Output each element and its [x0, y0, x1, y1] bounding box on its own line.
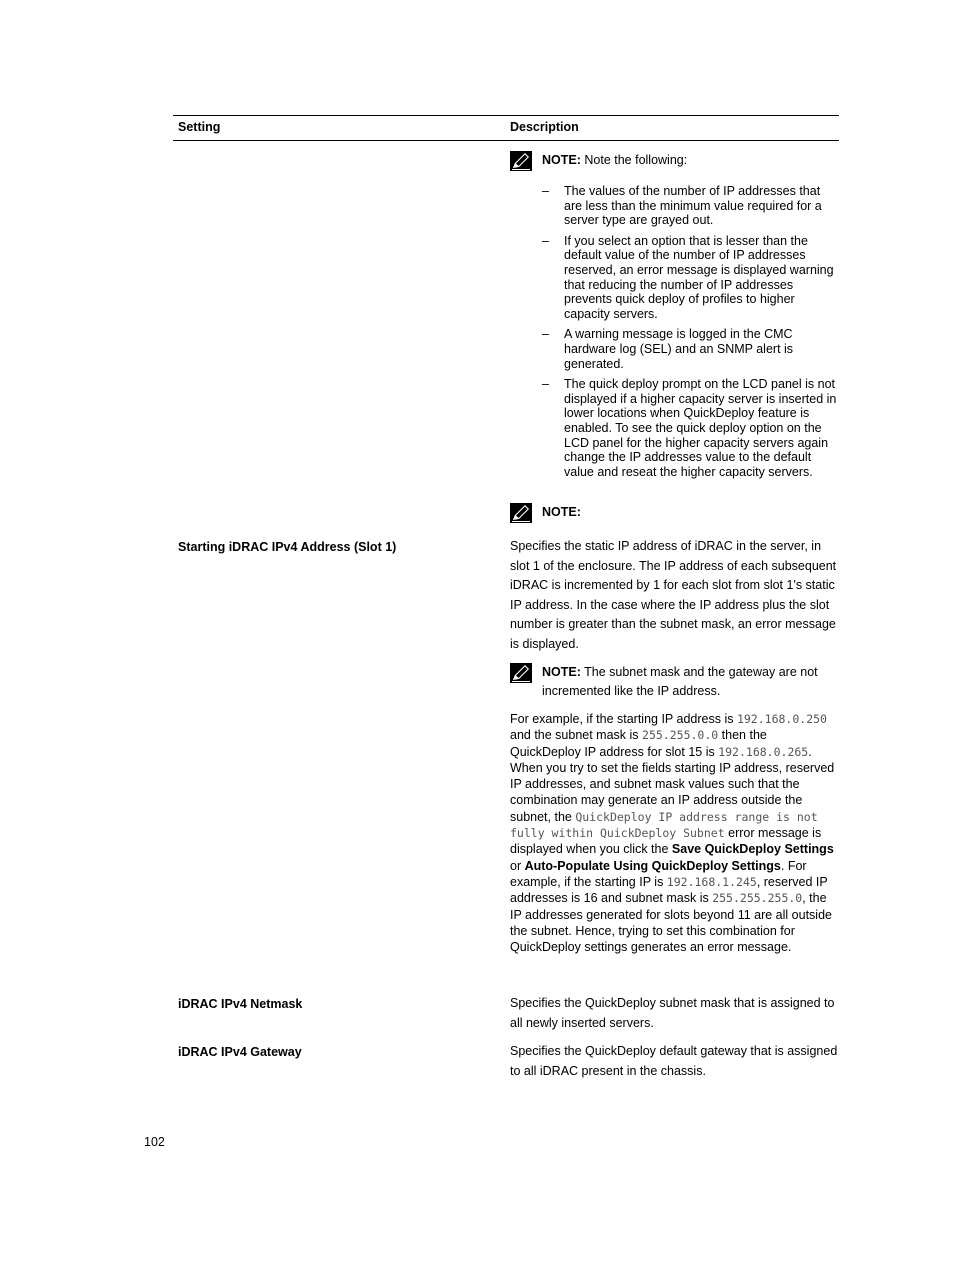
auto-populate-label: Auto-Populate Using QuickDeploy Settings: [524, 858, 781, 873]
error-message-text: QuickDeploy IP address range is not fully within QuickDeploy Subnet: [510, 809, 818, 841]
list-item: – A warning message is logged in the CMC hardware log (SEL) and an SNMP alert is generated.: [542, 327, 794, 371]
note-label: NOTE:: [542, 153, 581, 167]
setting-idrac-ipv4-gateway: iDRAC IPv4 Gateway: [178, 1045, 302, 1059]
ip-address-value: 192.168.1.245: [666, 874, 757, 889]
pencil-note-icon: [510, 151, 532, 171]
setting-description: Specifies the QuickDeploy default gateway that is assigned to all iDRAC present in the chassis.: [510, 1044, 838, 1078]
setting-starting-idrac-ipv4-address: Starting iDRAC IPv4 Address (Slot 1): [178, 540, 397, 554]
ip-address-value: 192.168.0.250: [736, 712, 827, 726]
note-block: [510, 663, 840, 703]
subnet-mask-value: 255.255.0.0: [642, 728, 719, 743]
setting-idrac-ipv4-netmask: iDRAC IPv4 Netmask: [178, 997, 303, 1011]
pencil-note-icon: [510, 503, 532, 523]
note-block: [510, 503, 840, 525]
note-block: [510, 151, 840, 173]
note-label: NOTE:: [542, 665, 581, 679]
setting-description: Specifies the QuickDeploy subnet mask that is assigned to all newly inserted servers.: [510, 996, 835, 1030]
list-item: – If you select an option that is lesser than the default value of the number of IP addresses reserved, an error message is displayed warning that reducing the number of IP addresses prevents quick deploy of profiles to higher capacity servers.: [542, 233, 834, 321]
pencil-note-icon: [510, 663, 532, 683]
note-bullet-list: [540, 184, 840, 485]
subnet-mask-value: 255.255.255.0: [712, 891, 803, 906]
column-header-description: Description: [510, 120, 579, 134]
note-text: Note the following:: [580, 153, 688, 167]
note-text: The subnet mask and the gateway are not incremented like the IP address.: [542, 665, 818, 698]
save-quickdeploy-settings-label: Save QuickDeploy Settings: [671, 842, 834, 857]
example-paragraph: For example, if the starting IP address is 192.168.0.250 and the subnet mask is 255.255.0.0 then the QuickDeploy IP address for slot 15 is 192.168.0.265. When you try to set the fields starting IP address, reserved IP addresses, and subnet mask values such that the combination may generate an IP address outside the subnet, the QuickDeploy IP address range is not fully within QuickDeploy Subnet error message is displayed when you click the Save QuickDeploy Settings or Auto-Populate Using QuickDeploy Settings. For example, if the starting IP is 192.168.1.245, reserved IP addresses is 16 and subnet mask is 255.255.255.0, the IP addresses generated for slots beyond 11 are all outside the subnet. Hence, trying to set this combination for QuickDeploy settings generates an error message.: [510, 712, 835, 955]
list-item: – The quick deploy prompt on the LCD panel is not displayed if a higher capacity server is inserted in lower locations when QuickDeploy feature is enabled. To see the quick deploy option on the LCD panel for the higher capacity servers again change the IP addresses value to the default value and reseat the higher capacity servers.: [542, 377, 837, 479]
table-top-rule: [173, 115, 839, 116]
ip-address-value: 192.168.0.265: [718, 744, 809, 759]
table-header-rule: [173, 140, 839, 141]
setting-description: Specifies the static IP address of iDRAC in the server, in slot 1 of the enclosure. The IP address of each subsequent iDRAC is incremented by 1 for each slot from slot 1's static IP address. In the case where the IP address plus the slot number is greater than the subnet mask, an error message is displayed.: [510, 539, 837, 651]
note-label: NOTE:: [542, 505, 581, 519]
list-item: – The values of the number of IP addresses that are less than the minimum value required for a server type are grayed out.: [542, 184, 822, 228]
column-header-setting: Setting: [178, 120, 221, 134]
page-number: 102: [144, 1135, 165, 1149]
